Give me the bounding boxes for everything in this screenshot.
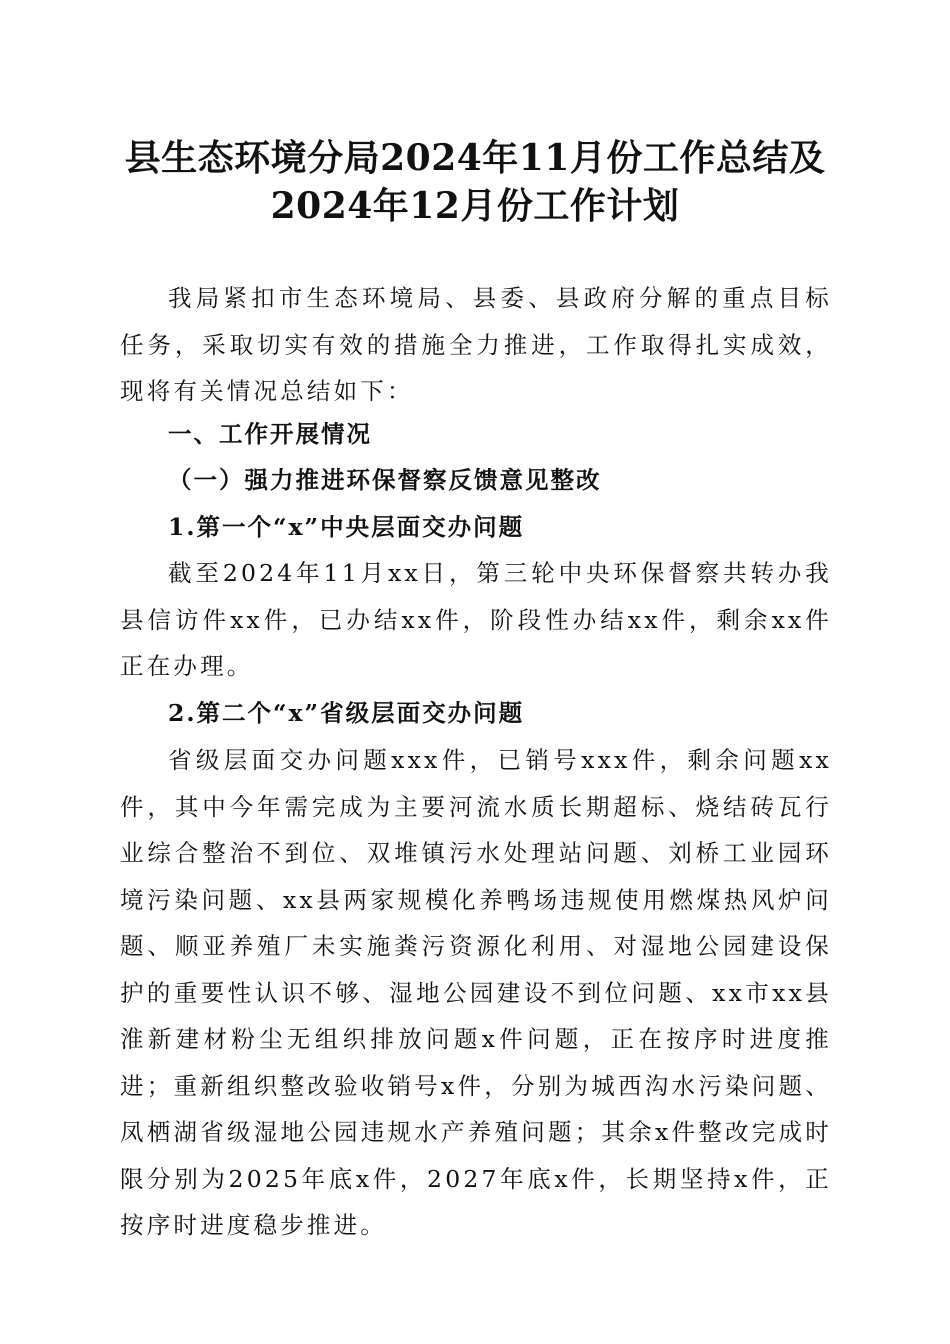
item-body-provincial-level: 省级层面交办问题xxx件，已销号xxx件，剩余问题xx件，其中今年需完成为主要河流水质长期超标、烧结砖瓦行业综合整治不到位、双堆镇污水处理站问题、刘桥工业园环境污染问题、xx县两家规模化养鸭场违规使用燃煤热风炉问题、顺亚养殖厂未实施粪污资源化利用、对湿地公园建设保护的重要性认识不够、湿地公园建设不到位问题、xx市xx县淮新建材粉尘无组织排放问题x件问题，正在按序时进度推进；重新组织整改验收销号x件，分别为城西沟水污染问题、凤栖湖省级湿地公园违规水产养殖问题；其余x件整改完成时限分别为2025年底x件，2027年底x件，长期坚持x件，正按序时进度稳步推进。 bbox=[120, 746, 832, 1239]
document-title-line-2: 2024年12月份工作计划 bbox=[270, 185, 680, 227]
item-heading-provincial-level: 2.第二个“x”省级层面交办问题 bbox=[168, 699, 525, 727]
intro-paragraph: 我局紧扣市生态环境局、县委、县政府分解的重点目标任务，采取切实有效的措施全力推进，工作取得扎实成效，现将有关情况总结如下： bbox=[120, 284, 832, 405]
item-heading-central-level: 1.第一个“x”中央层面交办问题 bbox=[168, 513, 525, 541]
subsection-heading-inspection-rectification: （一）强力推进环保督察反馈意见整改 bbox=[168, 466, 602, 494]
document-title-line-1: 县生态环境分局2024年11月份工作总结及 bbox=[124, 137, 826, 179]
section-heading-work-progress: 一、工作开展情况 bbox=[168, 420, 372, 448]
item-body-central-level: 截至2024年11月xx日，第三轮中央环保督察共转办我县信访件xx件，已办结xx件，阶段性办结xx件，剩余xx件正在办理。 bbox=[120, 559, 832, 680]
